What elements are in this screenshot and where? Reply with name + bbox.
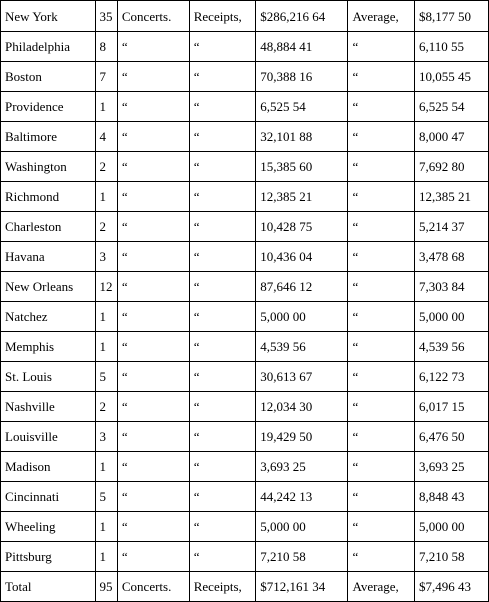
- concert-count-cell: 2: [96, 392, 117, 422]
- receipts-label-cell: “: [189, 122, 255, 152]
- city-cell: Cincinnati: [1, 482, 96, 512]
- concert-count-cell: 5: [96, 482, 117, 512]
- average-label-cell: “: [348, 362, 414, 392]
- concerts-label-cell: “: [117, 182, 189, 212]
- concerts-label-cell: “: [117, 302, 189, 332]
- city-cell: Havana: [1, 242, 96, 272]
- receipts-label-cell: “: [189, 392, 255, 422]
- average-label-cell: “: [348, 542, 414, 572]
- average-value-cell: 7,210 58: [414, 542, 488, 572]
- average-label-cell: “: [348, 482, 414, 512]
- concerts-label-cell: “: [117, 482, 189, 512]
- receipts-total-cell: 3,693 25: [256, 452, 348, 482]
- receipts-total-cell: 87,646 12: [256, 272, 348, 302]
- average-value-cell: 3,693 25: [414, 452, 488, 482]
- average-value-cell: $7,496 43: [414, 572, 488, 602]
- concert-count-cell: 1: [96, 302, 117, 332]
- table-row: [1, 62, 489, 92]
- table-row: [1, 332, 489, 362]
- average-value-cell: 5,000 00: [414, 302, 488, 332]
- average-label-cell: “: [348, 122, 414, 152]
- receipts-total-cell: 4,539 56: [256, 332, 348, 362]
- average-value-cell: 5,214 37: [414, 212, 488, 242]
- average-label-cell: “: [348, 452, 414, 482]
- receipts-total-cell: 12,034 30: [256, 392, 348, 422]
- concerts-label-cell: “: [117, 212, 189, 242]
- receipts-total-cell: 15,385 60: [256, 152, 348, 182]
- city-cell: Pittsburg: [1, 542, 96, 572]
- average-label-cell: “: [348, 332, 414, 362]
- concerts-label-cell: Concerts.: [117, 572, 189, 602]
- concerts-label-cell: “: [117, 542, 189, 572]
- average-label-cell: “: [348, 152, 414, 182]
- concerts-label-cell: “: [117, 32, 189, 62]
- city-cell: St. Louis: [1, 362, 96, 392]
- city-cell: Philadelphia: [1, 32, 96, 62]
- city-cell: Richmond: [1, 182, 96, 212]
- city-cell: Louisville: [1, 422, 96, 452]
- average-value-cell: 6,110 55: [414, 32, 488, 62]
- table-row: [1, 542, 489, 572]
- concerts-label-cell: “: [117, 152, 189, 182]
- receipts-total-cell: 48,884 41: [256, 32, 348, 62]
- city-cell: Natchez: [1, 302, 96, 332]
- receipts-label-cell: “: [189, 362, 255, 392]
- receipts-label-cell: “: [189, 422, 255, 452]
- receipts-label-cell: “: [189, 512, 255, 542]
- concert-count-cell: 1: [96, 452, 117, 482]
- table-row: [1, 422, 489, 452]
- average-label-cell: “: [348, 512, 414, 542]
- average-value-cell: $8,177 50: [414, 1, 488, 32]
- table-row: [1, 242, 489, 272]
- receipts-label-cell: “: [189, 542, 255, 572]
- concerts-label-cell: “: [117, 512, 189, 542]
- average-label-cell: Average,: [348, 572, 414, 602]
- receipts-label-cell: “: [189, 182, 255, 212]
- average-label-cell: “: [348, 32, 414, 62]
- receipts-label-cell: “: [189, 242, 255, 272]
- concert-count-cell: 1: [96, 92, 117, 122]
- receipts-label-cell: Receipts,: [189, 572, 255, 602]
- receipts-total-cell: 44,242 13: [256, 482, 348, 512]
- city-cell: New York: [1, 1, 96, 32]
- concerts-label-cell: Concerts.: [117, 1, 189, 32]
- average-label-cell: “: [348, 212, 414, 242]
- average-value-cell: 3,478 68: [414, 242, 488, 272]
- city-cell: Memphis: [1, 332, 96, 362]
- average-value-cell: 6,476 50: [414, 422, 488, 452]
- receipts-label-cell: “: [189, 482, 255, 512]
- receipts-total-cell: 32,101 88: [256, 122, 348, 152]
- average-label-cell: Average,: [348, 1, 414, 32]
- average-value-cell: 6,122 73: [414, 362, 488, 392]
- receipts-label-cell: “: [189, 452, 255, 482]
- table-row: [1, 362, 489, 392]
- concert-count-cell: 3: [96, 422, 117, 452]
- receipts-label-cell: “: [189, 212, 255, 242]
- city-cell: Providence: [1, 92, 96, 122]
- concerts-label-cell: “: [117, 422, 189, 452]
- city-cell: Wheeling: [1, 512, 96, 542]
- average-value-cell: 6,017 15: [414, 392, 488, 422]
- receipts-total-cell: 7,210 58: [256, 542, 348, 572]
- concerts-label-cell: “: [117, 362, 189, 392]
- average-label-cell: “: [348, 392, 414, 422]
- table-body: [1, 1, 489, 602]
- city-cell: Nashville: [1, 392, 96, 422]
- city-cell: New Orleans: [1, 272, 96, 302]
- receipts-label-cell: “: [189, 62, 255, 92]
- concert-count-cell: 95: [96, 572, 117, 602]
- concerts-label-cell: “: [117, 452, 189, 482]
- concert-count-cell: 2: [96, 212, 117, 242]
- receipts-total-cell: 6,525 54: [256, 92, 348, 122]
- receipts-label-cell: Receipts,: [189, 1, 255, 32]
- table-row: [1, 482, 489, 512]
- receipts-total-cell: $712,161 34: [256, 572, 348, 602]
- city-cell: Washington: [1, 152, 96, 182]
- concerts-label-cell: “: [117, 332, 189, 362]
- city-cell: Charleston: [1, 212, 96, 242]
- average-value-cell: 10,055 45: [414, 62, 488, 92]
- concerts-label-cell: “: [117, 392, 189, 422]
- table-row: [1, 302, 489, 332]
- concerts-label-cell: “: [117, 122, 189, 152]
- concerts-label-cell: “: [117, 272, 189, 302]
- receipts-label-cell: “: [189, 92, 255, 122]
- average-value-cell: 8,000 47: [414, 122, 488, 152]
- table-row: [1, 512, 489, 542]
- total-row: [1, 572, 489, 602]
- table-row: [1, 452, 489, 482]
- table-row: [1, 92, 489, 122]
- receipts-label-cell: “: [189, 272, 255, 302]
- average-label-cell: “: [348, 242, 414, 272]
- receipts-label-cell: “: [189, 332, 255, 362]
- concert-count-cell: 35: [96, 1, 117, 32]
- average-value-cell: 7,303 84: [414, 272, 488, 302]
- receipts-total-cell: 30,613 67: [256, 362, 348, 392]
- table-row: [1, 182, 489, 212]
- average-label-cell: “: [348, 422, 414, 452]
- table-row: [1, 392, 489, 422]
- concert-count-cell: 7: [96, 62, 117, 92]
- average-label-cell: “: [348, 302, 414, 332]
- city-cell: Boston: [1, 62, 96, 92]
- concert-count-cell: 12: [96, 272, 117, 302]
- table-row: [1, 122, 489, 152]
- concert-count-cell: 1: [96, 332, 117, 362]
- average-value-cell: 6,525 54: [414, 92, 488, 122]
- average-label-cell: “: [348, 62, 414, 92]
- average-label-cell: “: [348, 272, 414, 302]
- city-cell: Baltimore: [1, 122, 96, 152]
- concerts-label-cell: “: [117, 92, 189, 122]
- receipts-total-cell: 10,428 75: [256, 212, 348, 242]
- table-row: [1, 1, 489, 32]
- average-value-cell: 4,539 56: [414, 332, 488, 362]
- concert-count-cell: 1: [96, 542, 117, 572]
- table-row: [1, 152, 489, 182]
- receipts-label-cell: “: [189, 152, 255, 182]
- receipts-label-cell: “: [189, 302, 255, 332]
- concert-count-cell: 8: [96, 32, 117, 62]
- concerts-label-cell: “: [117, 62, 189, 92]
- receipts-total-cell: 10,436 04: [256, 242, 348, 272]
- table-row: [1, 272, 489, 302]
- city-cell: Madison: [1, 452, 96, 482]
- receipts-total-cell: 19,429 50: [256, 422, 348, 452]
- table-row: [1, 212, 489, 242]
- concert-count-cell: 1: [96, 512, 117, 542]
- average-value-cell: 7,692 80: [414, 152, 488, 182]
- concert-count-cell: 3: [96, 242, 117, 272]
- receipts-label-cell: “: [189, 32, 255, 62]
- receipts-total-cell: 5,000 00: [256, 302, 348, 332]
- concerts-label-cell: “: [117, 242, 189, 272]
- average-value-cell: 12,385 21: [414, 182, 488, 212]
- receipts-total-cell: 12,385 21: [256, 182, 348, 212]
- concert-count-cell: 2: [96, 152, 117, 182]
- concert-count-cell: 1: [96, 182, 117, 212]
- concert-count-cell: 4: [96, 122, 117, 152]
- city-cell: Total: [1, 572, 96, 602]
- average-label-cell: “: [348, 92, 414, 122]
- average-value-cell: 8,848 43: [414, 482, 488, 512]
- table-row: [1, 32, 489, 62]
- average-label-cell: “: [348, 182, 414, 212]
- concert-count-cell: 5: [96, 362, 117, 392]
- receipts-total-cell: 70,388 16: [256, 62, 348, 92]
- average-value-cell: 5,000 00: [414, 512, 488, 542]
- receipts-total-cell: 5,000 00: [256, 512, 348, 542]
- receipts-total-cell: $286,216 64: [256, 1, 348, 32]
